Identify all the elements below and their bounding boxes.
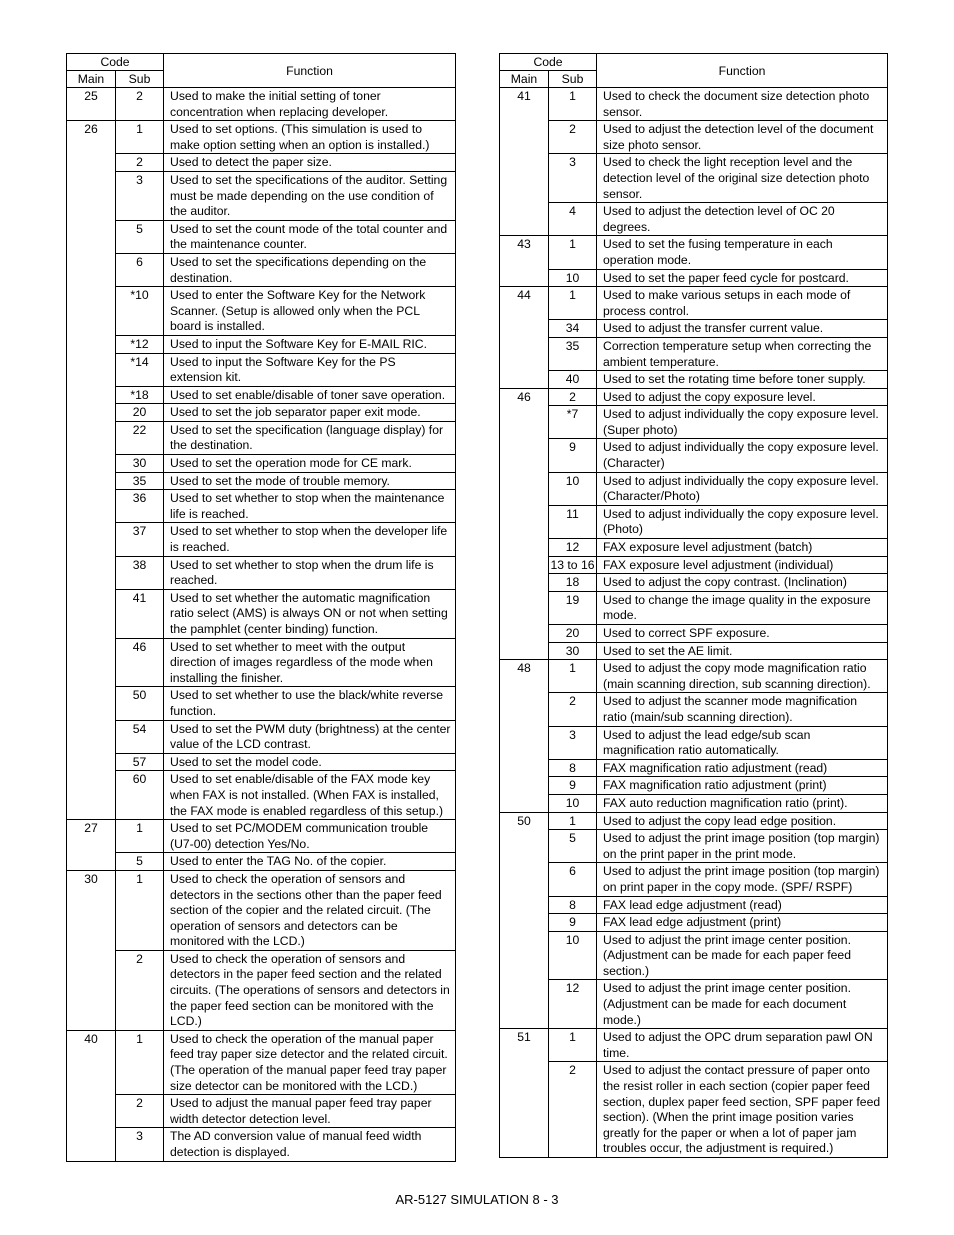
main-code-cell bbox=[500, 472, 549, 505]
function-cell: Used to adjust individually the copy exposure level. (Character) bbox=[597, 439, 888, 472]
sub-code-cell: *12 bbox=[116, 335, 164, 353]
table-row bbox=[500, 236, 888, 269]
main-code-cell bbox=[500, 896, 549, 914]
table-row bbox=[500, 660, 888, 693]
sub-code-cell: 2 bbox=[116, 88, 164, 121]
table-row bbox=[67, 589, 456, 638]
function-cell: Used to set the specifications depending on the destination. bbox=[164, 253, 456, 286]
table-row bbox=[500, 388, 888, 406]
table-row bbox=[67, 287, 456, 336]
function-cell: Used to detect the paper size. bbox=[164, 154, 456, 172]
table-row bbox=[500, 406, 888, 439]
main-code-cell bbox=[500, 777, 549, 795]
sub-code-cell: 8 bbox=[549, 896, 597, 914]
function-cell: Used to input the Software Key for the PS extension kit. bbox=[164, 353, 456, 386]
main-code-cell bbox=[67, 171, 116, 220]
sub-header: Sub bbox=[549, 71, 597, 88]
main-code-cell: 30 bbox=[67, 870, 116, 950]
function-cell: Used to adjust the detection level of the document size photo sensor. bbox=[597, 121, 888, 154]
sub-code-cell: *10 bbox=[116, 287, 164, 336]
main-code-cell bbox=[67, 335, 116, 353]
sub-code-cell: 46 bbox=[116, 638, 164, 687]
sub-code-cell: *18 bbox=[116, 386, 164, 404]
main-code-cell bbox=[500, 556, 549, 574]
sub-code-cell: 1 bbox=[116, 870, 164, 950]
sub-code-cell: 10 bbox=[549, 269, 597, 287]
main-code-cell bbox=[67, 720, 116, 753]
page-footer: AR-5127 SIMULATION 8 - 3 bbox=[395, 1192, 559, 1207]
table-row bbox=[500, 777, 888, 795]
table-row bbox=[67, 171, 456, 220]
table-row bbox=[500, 574, 888, 592]
main-code-cell bbox=[500, 121, 549, 154]
sub-code-cell: 2 bbox=[116, 950, 164, 1030]
main-header: Main bbox=[67, 71, 116, 88]
main-code-cell: 46 bbox=[500, 388, 549, 406]
main-code-cell bbox=[500, 830, 549, 863]
sub-code-cell: 2 bbox=[116, 1095, 164, 1128]
table-row bbox=[500, 794, 888, 812]
main-code-cell bbox=[500, 203, 549, 236]
table-row bbox=[67, 472, 456, 490]
main-code-cell bbox=[67, 556, 116, 589]
sub-code-cell: 1 bbox=[549, 812, 597, 830]
table-row bbox=[500, 863, 888, 896]
table-row bbox=[67, 853, 456, 871]
table-row bbox=[500, 759, 888, 777]
function-cell: Used to set whether the automatic magnification ratio select (AMS) is always ON or not when setting the pamphlet (center binding) function. bbox=[164, 589, 456, 638]
sub-code-cell: 1 bbox=[116, 820, 164, 853]
sub-code-cell: 9 bbox=[549, 439, 597, 472]
table-row bbox=[67, 121, 456, 154]
main-code-cell: 27 bbox=[67, 820, 116, 853]
main-code-cell bbox=[500, 269, 549, 287]
table-row bbox=[67, 1030, 456, 1094]
table-row bbox=[500, 812, 888, 830]
function-cell: Used to set enable/disable of toner save operation. bbox=[164, 386, 456, 404]
sub-code-cell: 9 bbox=[549, 914, 597, 932]
sub-code-cell: 3 bbox=[549, 154, 597, 203]
sub-code-cell: 30 bbox=[116, 455, 164, 473]
main-code-cell bbox=[67, 220, 116, 253]
sub-code-cell: 41 bbox=[116, 589, 164, 638]
sub-code-cell: 13 to 16 bbox=[549, 556, 597, 574]
table-row bbox=[67, 556, 456, 589]
function-cell: Used to adjust individually the copy exposure level. (Character/Photo) bbox=[597, 472, 888, 505]
sub-code-cell: 8 bbox=[549, 759, 597, 777]
function-cell: Used to adjust the manual paper feed tray paper width detector detection level. bbox=[164, 1095, 456, 1128]
code-header: Code bbox=[67, 54, 164, 71]
main-code-cell: 51 bbox=[500, 1029, 549, 1062]
table-row bbox=[500, 1062, 888, 1158]
function-cell: Used to set the specification (language display) for the destination. bbox=[164, 421, 456, 454]
function-cell: Used to enter the TAG No. of the copier. bbox=[164, 853, 456, 871]
sub-code-cell: 1 bbox=[116, 121, 164, 154]
sub-code-cell: 5 bbox=[116, 853, 164, 871]
main-code-cell bbox=[67, 638, 116, 687]
sub-code-cell: 3 bbox=[116, 1128, 164, 1161]
table-row bbox=[500, 539, 888, 557]
main-code-cell bbox=[67, 687, 116, 720]
main-code-cell bbox=[67, 472, 116, 490]
sub-code-cell: *14 bbox=[116, 353, 164, 386]
function-cell: Used to adjust the print image center position. (Adjustment can be made for each paper feed section.) bbox=[597, 931, 888, 980]
main-code-cell bbox=[500, 642, 549, 660]
main-code-cell bbox=[500, 863, 549, 896]
table-row bbox=[67, 220, 456, 253]
sub-code-cell: 11 bbox=[549, 505, 597, 538]
table-row bbox=[500, 1029, 888, 1062]
main-code-cell bbox=[67, 386, 116, 404]
function-cell: Used to set whether to stop when the drum life is reached. bbox=[164, 556, 456, 589]
function-cell: FAX auto reduction magnification ratio (print). bbox=[597, 794, 888, 812]
main-code-cell bbox=[67, 490, 116, 523]
function-cell: Used to set the rotating time before toner supply. bbox=[597, 371, 888, 389]
function-cell: Used to adjust the print image center position. (Adjustment can be made for each document mode.) bbox=[597, 980, 888, 1029]
main-code-cell bbox=[67, 154, 116, 172]
function-cell: Used to adjust the copy contrast. (Inclination) bbox=[597, 574, 888, 592]
function-cell: Used to check the operation of sensors and detectors in the paper feed section and the related circuits. (The operations of sensors and detectors in the paper feed section can be monitored with the LCD.) bbox=[164, 950, 456, 1030]
sub-code-cell: 54 bbox=[116, 720, 164, 753]
sub-code-cell: 6 bbox=[116, 253, 164, 286]
table-row bbox=[67, 753, 456, 771]
sub-code-cell: 40 bbox=[549, 371, 597, 389]
table-row bbox=[500, 203, 888, 236]
function-cell: Used to adjust the contact pressure of paper onto the resist roller in each section (copier paper feed section, duplex paper feed section, SPF paper feed section). (When the print image position varies greatly for the paper or when a lot of paper jam troubles occur, the adjustment is required.) bbox=[597, 1062, 888, 1158]
function-cell: Used to adjust the transfer current value. bbox=[597, 320, 888, 338]
function-cell: Used to set the fusing temperature in each operation mode. bbox=[597, 236, 888, 269]
sub-code-cell: 10 bbox=[549, 472, 597, 505]
table-row bbox=[500, 726, 888, 759]
sub-code-cell: 12 bbox=[549, 980, 597, 1029]
main-code-cell: 50 bbox=[500, 812, 549, 830]
sub-code-cell: 1 bbox=[549, 236, 597, 269]
table-row bbox=[67, 870, 456, 950]
table-row bbox=[67, 253, 456, 286]
function-header: Function bbox=[164, 54, 456, 88]
main-code-cell bbox=[500, 726, 549, 759]
function-cell: Used to set options. (This simulation is used to make option setting when an option is installed.) bbox=[164, 121, 456, 154]
table-row bbox=[67, 154, 456, 172]
table-row bbox=[67, 88, 456, 121]
sub-code-cell: 34 bbox=[549, 320, 597, 338]
function-cell: FAX magnification ratio adjustment (read) bbox=[597, 759, 888, 777]
table-row bbox=[67, 421, 456, 454]
sub-code-cell: 2 bbox=[549, 121, 597, 154]
sub-code-cell: 1 bbox=[549, 287, 597, 320]
table-row bbox=[500, 896, 888, 914]
sub-code-cell: 38 bbox=[116, 556, 164, 589]
function-cell: Used to change the image quality in the exposure mode. bbox=[597, 591, 888, 624]
main-code-cell bbox=[500, 591, 549, 624]
function-cell: FAX lead edge adjustment (print) bbox=[597, 914, 888, 932]
sub-code-cell: 1 bbox=[549, 660, 597, 693]
function-cell: Used to set the operation mode for CE mark. bbox=[164, 455, 456, 473]
function-cell: Used to adjust the copy mode magnification ratio (main scanning direction, sub scanning direction). bbox=[597, 660, 888, 693]
sub-code-cell: 3 bbox=[116, 171, 164, 220]
table-row bbox=[67, 455, 456, 473]
table-row bbox=[500, 121, 888, 154]
main-code-cell bbox=[67, 253, 116, 286]
left-table-body bbox=[67, 88, 456, 1162]
function-cell: Used to make the initial setting of toner concentration when replacing developer. bbox=[164, 88, 456, 121]
sub-code-cell: 10 bbox=[549, 931, 597, 980]
table-row bbox=[500, 320, 888, 338]
sub-code-cell: 50 bbox=[116, 687, 164, 720]
table-row bbox=[67, 386, 456, 404]
function-cell: Used to make various setups in each mode of process control. bbox=[597, 287, 888, 320]
main-code-cell: 40 bbox=[67, 1030, 116, 1094]
function-header: Function bbox=[597, 54, 888, 88]
sub-code-cell: 2 bbox=[549, 388, 597, 406]
right-table-body bbox=[500, 88, 888, 1158]
function-cell: Used to adjust the OPC drum separation pawl ON time. bbox=[597, 1029, 888, 1062]
main-code-cell bbox=[67, 287, 116, 336]
function-cell: Used to set the mode of trouble memory. bbox=[164, 472, 456, 490]
function-cell: Used to adjust the scanner mode magnification ratio (main/sub scanning direction). bbox=[597, 693, 888, 726]
sub-code-cell: 2 bbox=[116, 154, 164, 172]
sub-code-cell: 19 bbox=[549, 591, 597, 624]
main-code-cell bbox=[67, 353, 116, 386]
table-row bbox=[500, 439, 888, 472]
function-cell: FAX magnification ratio adjustment (print) bbox=[597, 777, 888, 795]
function-cell: FAX exposure level adjustment (batch) bbox=[597, 539, 888, 557]
main-code-cell bbox=[500, 320, 549, 338]
table-row bbox=[67, 720, 456, 753]
sub-code-cell: 20 bbox=[116, 404, 164, 422]
main-code-cell bbox=[67, 753, 116, 771]
sub-code-cell: 10 bbox=[549, 794, 597, 812]
table-row bbox=[500, 830, 888, 863]
function-cell: Used to set whether to use the black/white reverse function. bbox=[164, 687, 456, 720]
table-row bbox=[67, 490, 456, 523]
function-cell: Used to check the light reception level and the detection level of the original size detection photo sensor. bbox=[597, 154, 888, 203]
function-cell: Used to correct SPF exposure. bbox=[597, 625, 888, 643]
sub-code-cell: 57 bbox=[116, 753, 164, 771]
main-code-cell bbox=[500, 794, 549, 812]
main-code-cell bbox=[500, 539, 549, 557]
function-cell: Used to set whether to stop when the developer life is reached. bbox=[164, 523, 456, 556]
sub-code-cell: 20 bbox=[549, 625, 597, 643]
sub-code-cell: 37 bbox=[116, 523, 164, 556]
main-code-cell: 41 bbox=[500, 88, 549, 121]
function-cell: Used to set the paper feed cycle for postcard. bbox=[597, 269, 888, 287]
main-code-cell bbox=[67, 589, 116, 638]
function-cell: Used to set whether to meet with the output direction of images regardless of the mode when installing the finisher. bbox=[164, 638, 456, 687]
table-row bbox=[500, 980, 888, 1029]
table-row bbox=[67, 353, 456, 386]
sub-code-cell: 18 bbox=[549, 574, 597, 592]
simulation-table-left bbox=[66, 53, 456, 1162]
main-code-cell bbox=[500, 931, 549, 980]
function-cell: Used to adjust the lead edge/sub scan magnification ratio automatically. bbox=[597, 726, 888, 759]
sub-code-cell: 22 bbox=[116, 421, 164, 454]
function-cell: Used to set the AE limit. bbox=[597, 642, 888, 660]
table-row bbox=[500, 625, 888, 643]
table-row bbox=[67, 335, 456, 353]
main-code-cell bbox=[67, 771, 116, 820]
main-code-cell bbox=[500, 505, 549, 538]
table-row bbox=[67, 404, 456, 422]
main-code-cell bbox=[500, 371, 549, 389]
function-cell: FAX lead edge adjustment (read) bbox=[597, 896, 888, 914]
sub-code-cell: 2 bbox=[549, 693, 597, 726]
function-cell: Used to set the job separator paper exit mode. bbox=[164, 404, 456, 422]
main-code-cell bbox=[500, 574, 549, 592]
sub-code-cell: 36 bbox=[116, 490, 164, 523]
main-code-cell bbox=[67, 1128, 116, 1161]
function-cell: Used to set enable/disable of the FAX mode key when FAX is not installed. (When FAX is installed, the FAX mode is enabled regardless of this setup.) bbox=[164, 771, 456, 820]
function-cell: Used to check the document size detection photo sensor. bbox=[597, 88, 888, 121]
main-code-cell bbox=[67, 853, 116, 871]
main-code-cell bbox=[67, 523, 116, 556]
table-row bbox=[500, 914, 888, 932]
sub-code-cell: 60 bbox=[116, 771, 164, 820]
main-code-cell: 44 bbox=[500, 287, 549, 320]
table-row bbox=[500, 287, 888, 320]
main-code-cell bbox=[500, 337, 549, 370]
function-cell: Used to adjust individually the copy exposure level. (Photo) bbox=[597, 505, 888, 538]
main-code-cell bbox=[500, 693, 549, 726]
main-code-cell bbox=[500, 625, 549, 643]
table-row bbox=[500, 337, 888, 370]
function-cell: Used to adjust individually the copy exposure level. (Super photo) bbox=[597, 406, 888, 439]
table-row bbox=[500, 154, 888, 203]
sub-code-cell: 9 bbox=[549, 777, 597, 795]
sub-code-cell: 1 bbox=[549, 1029, 597, 1062]
sub-code-cell: 35 bbox=[116, 472, 164, 490]
function-cell: FAX exposure level adjustment (individual) bbox=[597, 556, 888, 574]
main-code-cell bbox=[67, 404, 116, 422]
table-row bbox=[67, 638, 456, 687]
main-code-cell bbox=[500, 1062, 549, 1158]
sub-code-cell: 6 bbox=[549, 863, 597, 896]
sub-code-cell: 30 bbox=[549, 642, 597, 660]
main-code-cell bbox=[67, 1095, 116, 1128]
function-cell: Used to check the operation of the manual paper feed tray paper size detector and the related circuit. (The operation of the manual paper feed tray paper size detector can be monitored with the LCD.) bbox=[164, 1030, 456, 1094]
table-row bbox=[500, 269, 888, 287]
main-code-cell bbox=[67, 950, 116, 1030]
function-cell: Used to adjust the copy exposure level. bbox=[597, 388, 888, 406]
main-code-cell bbox=[500, 439, 549, 472]
main-code-cell: 26 bbox=[67, 121, 116, 154]
function-cell: Used to set whether to stop when the maintenance life is reached. bbox=[164, 490, 456, 523]
table-row bbox=[67, 523, 456, 556]
sub-code-cell: 4 bbox=[549, 203, 597, 236]
main-code-cell bbox=[67, 421, 116, 454]
sub-code-cell: 5 bbox=[116, 220, 164, 253]
function-cell: Used to set PC/MODEM communication trouble (U7-00) detection Yes/No. bbox=[164, 820, 456, 853]
function-cell: Used to set the PWM duty (brightness) at the center value of the LCD contrast. bbox=[164, 720, 456, 753]
table-row bbox=[500, 693, 888, 726]
main-code-cell bbox=[500, 759, 549, 777]
main-code-cell: 43 bbox=[500, 236, 549, 269]
main-code-cell bbox=[67, 455, 116, 473]
table-row bbox=[67, 950, 456, 1030]
function-cell: Used to enter the Software Key for the Network Scanner. (Setup is allowed only when the PCL board is installed. bbox=[164, 287, 456, 336]
main-code-cell bbox=[500, 980, 549, 1029]
table-row bbox=[67, 771, 456, 820]
main-code-cell bbox=[500, 914, 549, 932]
function-cell: The AD conversion value of manual feed width detection is displayed. bbox=[164, 1128, 456, 1161]
table-row bbox=[500, 371, 888, 389]
table-row bbox=[500, 556, 888, 574]
sub-code-cell: 1 bbox=[549, 88, 597, 121]
table-row bbox=[500, 591, 888, 624]
function-cell: Used to set the specifications of the auditor. Setting must be made depending on the use condition of the auditor. bbox=[164, 171, 456, 220]
table-row bbox=[67, 687, 456, 720]
function-cell: Used to input the Software Key for E-MAIL RIC. bbox=[164, 335, 456, 353]
sub-code-cell: 3 bbox=[549, 726, 597, 759]
sub-code-cell: 35 bbox=[549, 337, 597, 370]
code-header: Code bbox=[500, 54, 597, 71]
simulation-table-right bbox=[499, 53, 888, 1158]
function-cell: Used to set the model code. bbox=[164, 753, 456, 771]
function-cell: Used to set the count mode of the total counter and the maintenance counter. bbox=[164, 220, 456, 253]
function-cell: Used to check the operation of sensors and detectors in the sections other than the paper feed section of the copier and the related circuit. (The operation of sensors and detectors can be monitored with the LCD.) bbox=[164, 870, 456, 950]
table-row bbox=[500, 472, 888, 505]
function-cell: Used to adjust the copy lead edge position. bbox=[597, 812, 888, 830]
table-row bbox=[500, 88, 888, 121]
function-cell: Used to adjust the print image position (top margin) on print paper in the copy mode. (SPF/ RSPF) bbox=[597, 863, 888, 896]
table-row bbox=[67, 820, 456, 853]
function-cell: Correction temperature setup when correcting the ambient temperature. bbox=[597, 337, 888, 370]
function-cell: Used to adjust the detection level of OC 20 degrees. bbox=[597, 203, 888, 236]
main-code-cell: 25 bbox=[67, 88, 116, 121]
sub-code-cell: 5 bbox=[549, 830, 597, 863]
sub-code-cell: 12 bbox=[549, 539, 597, 557]
sub-header: Sub bbox=[116, 71, 164, 88]
sub-code-cell: 2 bbox=[549, 1062, 597, 1158]
table-row bbox=[500, 505, 888, 538]
table-row bbox=[67, 1128, 456, 1161]
table-row bbox=[500, 931, 888, 980]
main-code-cell bbox=[500, 154, 549, 203]
main-code-cell: 48 bbox=[500, 660, 549, 693]
table-row bbox=[67, 1095, 456, 1128]
main-header: Main bbox=[500, 71, 549, 88]
sub-code-cell: *7 bbox=[549, 406, 597, 439]
table-row bbox=[500, 642, 888, 660]
function-cell: Used to adjust the print image position (top margin) on the print paper in the print mode. bbox=[597, 830, 888, 863]
sub-code-cell: 1 bbox=[116, 1030, 164, 1094]
main-code-cell bbox=[500, 406, 549, 439]
